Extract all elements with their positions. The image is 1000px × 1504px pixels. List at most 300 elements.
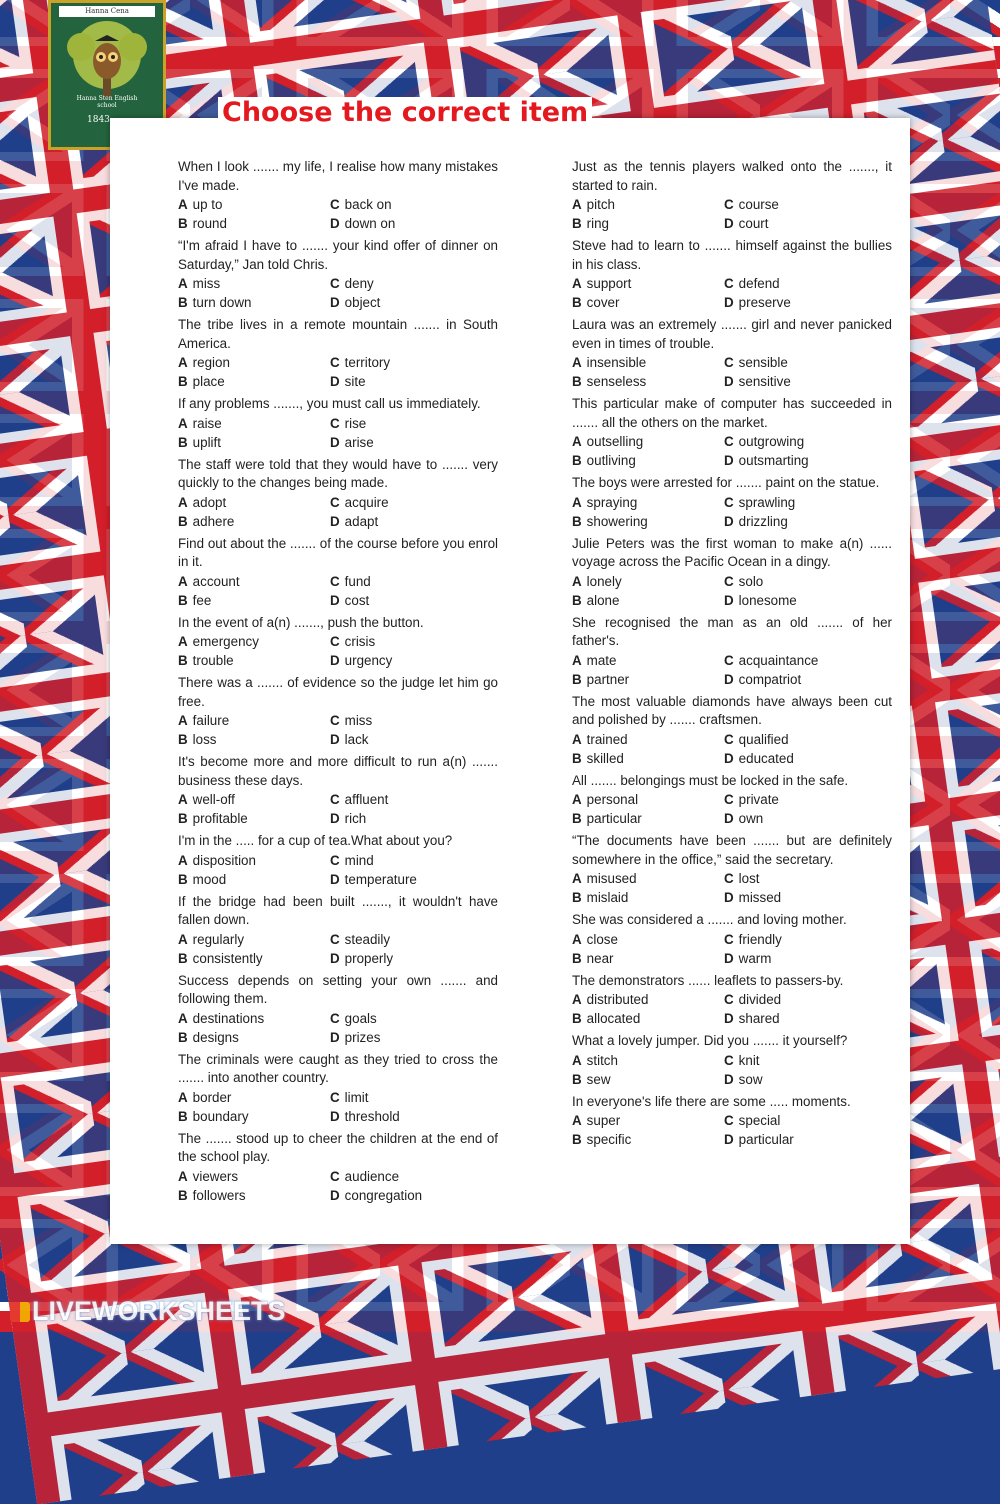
option-label: affluent (344, 792, 389, 807)
question-text: All ....... belongings must be locked in the safe. (572, 772, 849, 788)
option-label: trained (586, 731, 628, 747)
answer-options (178, 1009, 498, 1047)
option-label: disposition (192, 852, 256, 868)
option-label: super (586, 1113, 621, 1128)
option-label: near (586, 950, 614, 966)
answer-options (178, 790, 498, 828)
option-letter: B (572, 1132, 582, 1147)
answer-option-d[interactable] (330, 512, 490, 531)
answer-option-d[interactable] (724, 214, 884, 233)
option-label: followers (192, 1187, 246, 1203)
answer-option-c[interactable] (724, 930, 884, 949)
option-label: support (586, 276, 632, 291)
option-letter: D (724, 950, 734, 966)
answer-option-b[interactable] (572, 749, 724, 768)
answer-option-b[interactable] (572, 512, 724, 531)
option-letter: B (572, 453, 582, 468)
option-label: missed (738, 890, 782, 905)
answer-option-a[interactable] (572, 869, 724, 888)
answer-option-c[interactable] (330, 195, 490, 214)
option-label: territory (344, 355, 391, 370)
option-label: special (738, 1113, 781, 1128)
option-label: up to (192, 197, 223, 212)
answer-option-c[interactable] (724, 493, 884, 512)
option-letter: C (724, 1113, 734, 1128)
option-letter: D (330, 295, 340, 310)
option-letter: A (178, 931, 188, 947)
question-item (178, 972, 498, 1047)
answer-option-c[interactable] (724, 353, 884, 372)
answer-option-d[interactable] (330, 809, 490, 828)
option-label: close (586, 931, 618, 947)
option-letter: C (724, 434, 734, 449)
option-letter: A (572, 1052, 582, 1068)
option-letter: C (330, 494, 340, 510)
option-letter: A (178, 1010, 188, 1026)
option-label: adopt (192, 494, 227, 510)
question-text: Julie Peters was the first woman to make a(n) ...... voyage across the Pacific Ocean in a dingy. (572, 535, 892, 569)
option-label: down on (344, 216, 396, 231)
option-letter: D (724, 374, 734, 389)
answer-option-b[interactable] (572, 1070, 724, 1089)
option-label: outgrowing (738, 434, 805, 449)
option-letter: B (572, 592, 582, 608)
answer-options (178, 1167, 498, 1205)
answer-option-b[interactable] (178, 730, 330, 749)
answer-option-a[interactable] (572, 790, 724, 809)
option-letter: A (572, 992, 582, 1007)
answer-option-a[interactable] (178, 930, 330, 949)
answer-option-b[interactable] (572, 591, 724, 610)
answer-options (572, 353, 892, 391)
option-letter: A (178, 852, 188, 868)
answer-option-c[interactable] (330, 572, 490, 591)
answer-options (572, 1051, 892, 1089)
answer-option-a[interactable] (572, 493, 724, 512)
option-letter: D (724, 1071, 734, 1087)
answer-option-d[interactable] (724, 670, 884, 689)
option-letter: A (572, 652, 582, 668)
answer-option-c[interactable] (330, 632, 490, 651)
question-item (572, 237, 892, 312)
option-label: sow (738, 1071, 763, 1087)
option-letter: C (330, 276, 340, 291)
option-label: skilled (586, 750, 624, 766)
option-label: arise (344, 434, 374, 450)
answer-option-a[interactable] (572, 432, 724, 451)
question-item (572, 693, 892, 768)
question-text: She recognised the man as an old ....... of her father's. (572, 614, 892, 648)
question-item (178, 1051, 498, 1126)
option-label: private (738, 792, 779, 807)
option-label: court (738, 216, 769, 231)
answer-option-c[interactable] (724, 274, 884, 293)
option-letter: D (724, 671, 734, 687)
question-text: If any problems ......., you must call us immediately. (178, 396, 481, 411)
option-label: alone (586, 592, 620, 608)
option-label: preserve (738, 295, 791, 310)
option-letter: D (330, 592, 340, 608)
option-label: failure (192, 713, 230, 728)
answer-option-b[interactable] (178, 372, 330, 391)
option-letter: B (572, 374, 582, 389)
option-letter: B (178, 1108, 188, 1124)
answer-option-c[interactable] (330, 790, 490, 809)
answer-options (178, 851, 498, 889)
answer-option-d[interactable] (724, 1009, 884, 1028)
answer-option-c[interactable] (724, 1111, 884, 1130)
answer-option-b[interactable] (178, 1107, 330, 1126)
answer-option-c[interactable] (724, 651, 884, 670)
answer-option-b[interactable] (178, 512, 330, 531)
option-label: particular (586, 811, 642, 826)
option-letter: D (330, 374, 340, 389)
answer-option-b[interactable] (178, 1028, 330, 1047)
answer-options (178, 353, 498, 391)
answer-options (572, 730, 892, 768)
answer-option-b[interactable] (178, 949, 330, 968)
question-item (178, 158, 498, 233)
question-text: The staff were told that they would have to ....... very quickly to the changes being made. (178, 456, 498, 490)
option-letter: A (572, 573, 582, 589)
option-letter: B (178, 374, 188, 389)
option-label: sprawling (738, 494, 796, 510)
question-item (572, 395, 892, 470)
answer-option-b[interactable] (572, 214, 724, 233)
option-letter: C (330, 197, 340, 212)
question-item (572, 158, 892, 233)
answer-options (572, 651, 892, 689)
option-letter: D (330, 434, 340, 450)
option-letter: B (178, 1029, 188, 1045)
option-letter: A (572, 276, 582, 291)
option-letter: D (724, 295, 734, 310)
answer-option-a[interactable] (572, 1111, 724, 1130)
answer-option-d[interactable] (330, 1186, 490, 1205)
answer-option-a[interactable] (572, 651, 724, 670)
option-letter: D (330, 1108, 340, 1124)
question-item (178, 1130, 498, 1205)
answer-options (178, 572, 498, 610)
answer-option-d[interactable] (724, 1130, 884, 1149)
option-letter: C (724, 652, 734, 668)
answer-option-b[interactable] (178, 214, 330, 233)
question-text: The ....... stood up to cheer the children at the end of the school play. (178, 1130, 498, 1164)
option-label: object (344, 295, 381, 310)
answer-option-c[interactable] (724, 1051, 884, 1070)
option-letter: D (724, 890, 734, 905)
answer-option-a[interactable] (178, 1088, 330, 1107)
liveworksheets-logo-icon (10, 1302, 30, 1322)
answer-option-b[interactable] (572, 293, 724, 312)
answer-option-c[interactable] (724, 572, 884, 591)
answer-option-c[interactable] (724, 730, 884, 749)
option-label: viewers (192, 1168, 239, 1184)
option-letter: A (572, 792, 582, 807)
option-label: mind (344, 852, 374, 868)
option-label: solo (738, 573, 764, 589)
question-item (572, 1032, 892, 1089)
answer-option-a[interactable] (572, 730, 724, 749)
option-letter: B (572, 811, 582, 826)
answer-option-d[interactable] (330, 651, 490, 670)
answer-option-c[interactable] (330, 414, 490, 433)
option-label: raise (192, 415, 222, 431)
option-letter: B (572, 216, 582, 231)
answer-options (572, 572, 892, 610)
option-label: outsmarting (738, 453, 809, 468)
question-item (572, 832, 892, 907)
answer-option-d[interactable] (330, 730, 490, 749)
answer-option-b[interactable] (572, 451, 724, 470)
answer-options (178, 414, 498, 452)
option-letter: D (724, 811, 734, 826)
answer-option-a[interactable] (572, 353, 724, 372)
option-letter: C (724, 355, 734, 370)
option-label: friendly (738, 931, 782, 947)
option-label: mood (192, 871, 227, 887)
option-label: course (738, 197, 779, 212)
option-letter: A (572, 355, 582, 370)
option-letter: C (724, 792, 734, 807)
answer-option-c[interactable] (330, 1009, 490, 1028)
answer-options (572, 990, 892, 1028)
answer-option-c[interactable] (330, 711, 490, 730)
answer-option-d[interactable] (330, 870, 490, 889)
answer-option-b[interactable] (178, 1186, 330, 1205)
option-letter: B (178, 216, 188, 231)
answer-option-d[interactable] (724, 451, 884, 470)
answer-option-c[interactable] (330, 274, 490, 293)
answer-option-c[interactable] (724, 990, 884, 1009)
option-letter: C (724, 197, 734, 212)
option-label: trouble (192, 653, 234, 668)
option-letter: D (330, 513, 340, 529)
answer-option-a[interactable] (572, 195, 724, 214)
option-label: cover (586, 295, 620, 310)
option-letter: B (572, 950, 582, 966)
answer-option-a[interactable] (178, 414, 330, 433)
answer-option-a[interactable] (572, 990, 724, 1009)
answer-option-d[interactable] (330, 1107, 490, 1126)
question-item (572, 911, 892, 968)
option-letter: B (178, 871, 188, 887)
option-letter: B (572, 513, 582, 529)
option-label: divided (738, 992, 782, 1007)
option-letter: A (178, 355, 188, 370)
option-label: consistently (192, 950, 263, 966)
option-letter: C (724, 931, 734, 947)
option-letter: C (724, 992, 734, 1007)
option-letter: A (178, 634, 188, 649)
option-label: spraying (586, 494, 638, 510)
answer-option-d[interactable] (330, 433, 490, 452)
option-letter: D (724, 513, 734, 529)
option-label: designs (192, 1029, 239, 1045)
answer-option-d[interactable] (330, 591, 490, 610)
answer-option-a[interactable] (178, 1009, 330, 1028)
option-label: misused (586, 871, 637, 886)
answer-option-b[interactable] (572, 1009, 724, 1028)
answer-option-a[interactable] (572, 572, 724, 591)
option-label: warm (738, 950, 772, 966)
question-text: Just as the tennis players walked onto the ......., it started to rain. (572, 159, 892, 193)
option-letter: A (572, 931, 582, 947)
answer-option-c[interactable] (724, 432, 884, 451)
answer-option-d[interactable] (724, 293, 884, 312)
option-letter: D (330, 1187, 340, 1203)
option-label: pitch (586, 197, 615, 212)
answer-option-b[interactable] (178, 870, 330, 889)
answer-option-c[interactable] (330, 1167, 490, 1186)
question-item (572, 474, 892, 531)
answer-option-b[interactable] (178, 591, 330, 610)
answer-option-b[interactable] (178, 293, 330, 312)
answer-options (178, 1088, 498, 1126)
answer-option-c[interactable] (330, 851, 490, 870)
answer-option-c[interactable] (330, 493, 490, 512)
question-item (178, 456, 498, 531)
owl-tree-icon (51, 17, 163, 107)
option-letter: D (330, 216, 340, 231)
answer-option-b[interactable] (178, 651, 330, 670)
question-item (178, 395, 498, 452)
question-item (572, 772, 892, 829)
option-label: fee (192, 592, 212, 608)
option-letter: A (178, 1168, 188, 1184)
answer-options (178, 274, 498, 312)
answer-option-a[interactable] (572, 1051, 724, 1070)
option-letter: A (572, 494, 582, 510)
option-letter: A (572, 434, 582, 449)
answer-option-a[interactable] (178, 632, 330, 651)
option-label: site (344, 374, 366, 389)
answer-option-d[interactable] (724, 372, 884, 391)
answer-option-a[interactable] (572, 930, 724, 949)
question-text: “The documents have been ....... but are definitely somewhere in the office,” said the secretary. (572, 833, 892, 867)
option-letter: C (330, 355, 340, 370)
option-letter: B (178, 295, 188, 310)
option-label: congregation (344, 1187, 423, 1203)
answer-option-b[interactable] (178, 809, 330, 828)
option-letter: D (330, 811, 340, 826)
answer-option-d[interactable] (330, 1028, 490, 1047)
answer-option-b[interactable] (572, 809, 724, 828)
option-label: ring (586, 216, 610, 231)
option-label: rise (344, 415, 367, 431)
answer-option-d[interactable] (330, 949, 490, 968)
question-item (178, 832, 498, 889)
option-label: border (192, 1089, 232, 1105)
answer-option-c[interactable] (330, 353, 490, 372)
answer-option-a[interactable] (178, 274, 330, 293)
answer-option-d[interactable] (724, 512, 884, 531)
option-letter: C (724, 1052, 734, 1068)
answer-option-b[interactable] (572, 1130, 724, 1149)
option-letter: D (724, 592, 734, 608)
answer-option-a[interactable] (178, 572, 330, 591)
option-letter: A (178, 494, 188, 510)
answer-option-d[interactable] (330, 214, 490, 233)
option-letter: B (178, 950, 188, 966)
answer-options (178, 195, 498, 233)
right-question-column (572, 158, 892, 1153)
option-letter: A (178, 276, 188, 291)
answer-option-c[interactable] (724, 790, 884, 809)
option-letter: D (724, 750, 734, 766)
option-letter: B (572, 750, 582, 766)
answer-option-a[interactable] (178, 195, 330, 214)
answer-option-b[interactable] (178, 433, 330, 452)
answer-option-d[interactable] (330, 293, 490, 312)
option-letter: A (178, 713, 188, 728)
option-letter: D (724, 453, 734, 468)
answer-option-a[interactable] (178, 1167, 330, 1186)
answer-option-b[interactable] (572, 949, 724, 968)
option-label: adapt (344, 513, 379, 529)
answer-option-d[interactable] (724, 749, 884, 768)
question-text: I'm in the ..... for a cup of tea.What about you? (178, 833, 453, 848)
answer-option-a[interactable] (178, 851, 330, 870)
option-label: outselling (586, 434, 644, 449)
question-item (572, 1093, 892, 1150)
answer-option-a[interactable] (178, 493, 330, 512)
answer-option-d[interactable] (330, 372, 490, 391)
answer-option-d[interactable] (724, 949, 884, 968)
option-label: mate (586, 652, 617, 668)
option-label: senseless (586, 374, 647, 389)
answer-option-a[interactable] (572, 274, 724, 293)
question-item (178, 893, 498, 968)
option-letter: D (330, 950, 340, 966)
question-text: In the event of a(n) ......., push the button. (178, 614, 424, 630)
answer-option-c[interactable] (724, 195, 884, 214)
answer-options (178, 930, 498, 968)
option-label: sew (586, 1071, 611, 1087)
answer-options (572, 930, 892, 968)
answer-option-c[interactable] (330, 1088, 490, 1107)
option-label: knit (738, 1052, 760, 1068)
answer-option-d[interactable] (724, 1070, 884, 1089)
answer-option-c[interactable] (724, 869, 884, 888)
answer-option-d[interactable] (724, 591, 884, 610)
answer-option-a[interactable] (178, 790, 330, 809)
question-text: “I'm afraid I have to ....... your kind offer of dinner on Saturday,” Jan told Chris. (178, 238, 498, 272)
answer-option-b[interactable] (572, 670, 724, 689)
option-label: loss (192, 732, 217, 747)
option-label: threshold (344, 1108, 400, 1124)
answer-options (572, 195, 892, 233)
answer-option-a[interactable] (178, 353, 330, 372)
option-label: defend (738, 276, 780, 291)
option-label: compatriot (738, 671, 802, 687)
option-label: specific (586, 1132, 632, 1147)
option-letter: D (330, 1029, 340, 1045)
answer-option-d[interactable] (724, 888, 884, 907)
option-label: steadily (344, 931, 391, 947)
option-label: qualified (738, 731, 789, 747)
answer-option-a[interactable] (178, 711, 330, 730)
question-text: Find out about the ....... of the course before you enrol in it. (178, 535, 498, 569)
option-letter: B (178, 434, 188, 450)
question-text: When I look ....... my life, I realise how many mistakes I've made. (178, 159, 498, 193)
option-label: particular (738, 1132, 794, 1147)
answer-option-b[interactable] (572, 372, 724, 391)
option-label: turn down (192, 295, 252, 310)
answer-option-b[interactable] (572, 888, 724, 907)
answer-option-c[interactable] (330, 930, 490, 949)
answer-option-d[interactable] (724, 809, 884, 828)
